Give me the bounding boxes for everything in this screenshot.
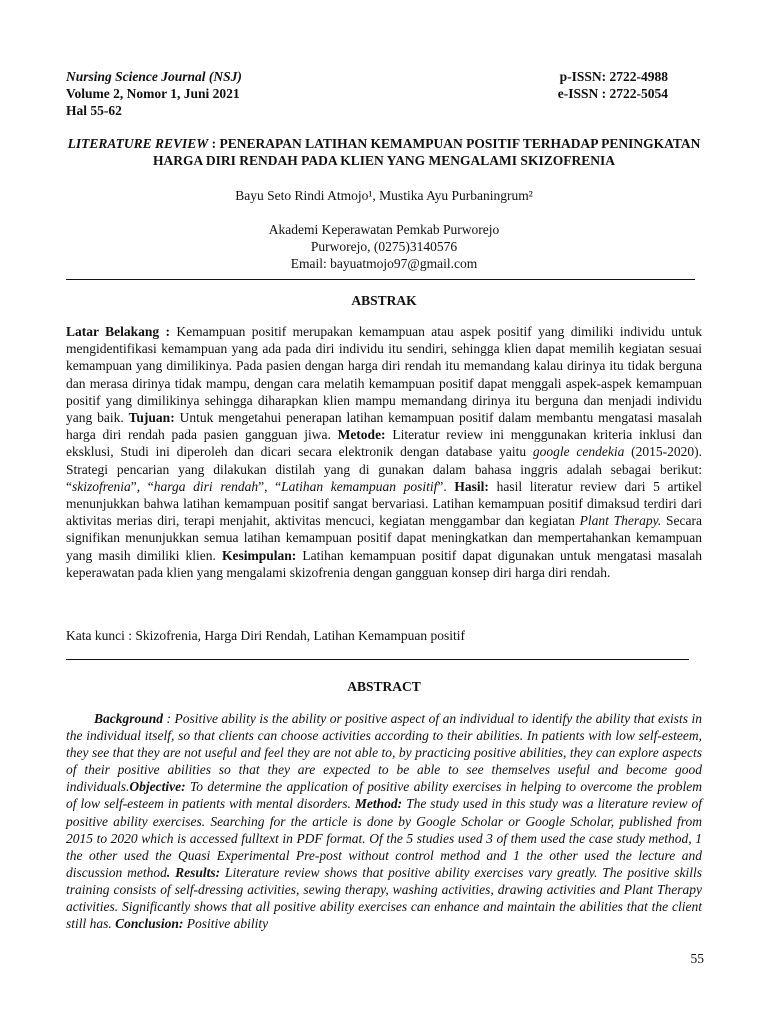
affiliation: Akademi Keperawatan Pemkab Purworejo — [268, 222, 500, 237]
title-prefix: LITERATURE REVIEW — [67, 136, 209, 151]
page-number: 55 — [690, 951, 704, 966]
header-row-3 — [66, 102, 668, 119]
metode-database: google cendekia — [532, 444, 625, 460]
volume-info: Volume 2, Nomor 1, Juni 2021 — [66, 86, 240, 101]
hasil-text: hasil literatur review dari 5 artikel menunjukkan bahwa latihan kemampuan positif sangat bervariasi. Latihan kemampuan positif dimaksud terdiri dari aktivitas merias diri, terapi menjahit, aktivitas mencuci, kegiatan menggambar dan kegiatan — [66, 478, 703, 529]
background-label: Background — [94, 711, 164, 726]
method-text: The study used in this study was a literature review of positive ability exercises. Searching for the article is done by Google Scholar or Google Scholar, published from 2015 to 2020 which is accessed fulltext in PDF format. Of the 5 studies used 3 of them used the case study method, 1 the other used the Quasi Experimental Pre-post without control method and 1 the other used the lecture and discussion method — [66, 796, 702, 880]
conclusion-text: Positive ability — [183, 916, 269, 932]
metode-label: Metode: — [337, 427, 386, 443]
latar-text: Kemampuan positif merupakan kemampuan atau aspek positif yang dimiliki individu untuk mengidentifikasi kemampuan yang ada pada diri individu itu sendiri, sehingga klien dapat memilih kegiatan sesuai kemampuan yang dimilikinya. Pada pasien dengan harga diri rendah itu memandang kalau dirinya itu tidak berguna dan merasa dirinya tidak mampu, dengan cara melatih kemampuan positif dapat menggali aspek-aspek kemampuan positif yang dimilikinya sehingga diharapkan klien mampu memandang dirinya itu berguna dan menjadi individu yang baik. — [66, 324, 702, 426]
eissn: e-ISSN : 2722-5054 — [557, 86, 668, 101]
metode-text: Literatur review ini menggunakan kriteria inklusi dan eksklusi, Studi ini diperoleh dan dicari secara elektronik dengan database yaitu — [66, 427, 703, 460]
journal-name: Nursing Science Journal (NSJ) — [66, 69, 242, 84]
abstrak-body — [66, 323, 702, 581]
page-range: Hal 55-62 — [66, 103, 122, 118]
tujuan-label: Tujuan: — [128, 410, 175, 426]
background-text: : Positive ability is the ability or positive aspect of an individual to identify the ability that exists in the individual itself, so that clients can choose activities according to their abilities. In patients with low self-esteem, they see that they are not useful and feel they are not able to, by practicing positive abilities, they can explore aspects of their positive abilities so that they are expected to be able to see themselves useful and become good individuals. — [66, 711, 702, 795]
kesimpulan-label: Kesimpulan: — [222, 547, 297, 563]
hasil-text-2: Secara signifikan menunjukkan semua latihan kemampuan positif dapat meningkatkan dan mempertahankan kemampuan yang masih dimiliki klien. — [66, 513, 702, 563]
header-row-1 — [66, 68, 668, 85]
header-row-2 — [66, 85, 668, 102]
results-label: . Results: — [166, 864, 221, 880]
title-rest: : PENERAPAN LATIHAN KEMAMPUAN POSITIF TERHADAP PENINGKATAN HARGA DIRI RENDAH PADA KLIEN YANG MENGALAMI SKIZOFRENIA — [153, 136, 701, 168]
separator: ”, “ — [130, 478, 154, 494]
abstrak-heading: ABSTRAK — [351, 293, 417, 308]
keyword-3: Latihan kemampuan positif — [281, 478, 438, 494]
paper-title — [66, 135, 702, 169]
objective-text: To determine the application of positive ability exercises in helping to overcome the problem of low self-esteem in patients with mental disorders. — [66, 779, 702, 812]
abstract-heading: ABSTRACT — [347, 679, 421, 694]
separator: ”, “ — [258, 478, 282, 494]
kesimpulan-text: Latihan kemampuan positif dapat digunakan untuk mengatasi masalah keperawatan pada klien yang mengalami skizofrenia dengan gangguan konsep diri harga diri rendah. — [66, 547, 702, 580]
tujuan-text: Untuk mengetahui penerapan latihan kemampuan positif dalam membantu mengatasi masalah harga diri rendah pada pasien gangguan jiwa. — [66, 410, 702, 443]
metode-text-2: (2015-2020). Strategi pencarian yang dilakukan distilah yang di gunakan dalam bahasa inggris adalah sebagai berikut: “ — [66, 444, 702, 494]
divider-top — [66, 279, 695, 280]
address: Purworejo, (0275)3140576 — [310, 239, 458, 254]
conclusion-label: Conclusion: — [115, 916, 184, 932]
keyword-2: harga diri rendah — [153, 478, 259, 494]
objective-label: Objective: — [129, 779, 186, 795]
kata-kunci: Kata kunci : Skizofrenia, Harga Diri Rendah, Latihan Kemampuan positif — [66, 628, 466, 643]
latar-label: Latar Belakang : — [66, 324, 170, 339]
divider-middle — [66, 659, 689, 660]
results-text: Literature review shows that positive ability exercises vary greatly. The positive skills training consists of self-dressing activities, sewing therapy, washing activities, drawing activities and Plant Therapy activities. Significantly shows that all positive ability exercises can enhance and maintain the abilities that the client still has. — [66, 864, 702, 932]
keyword-1: skizofrenia — [72, 478, 131, 494]
email: Email: bayuatmojo97@gmail.com — [290, 256, 478, 271]
separator: ”. — [437, 478, 455, 494]
hasil-plant-therapy: Plant Therapy. — [579, 513, 662, 529]
pissn: p-ISSN: 2722-4988 — [559, 69, 668, 84]
authors: Bayu Seto Rindi Atmojo¹, Mustika Ayu Purbaningrum² — [235, 188, 533, 203]
hasil-label: Hasil: — [454, 478, 489, 494]
abstract-body — [66, 710, 702, 932]
method-label: Method: — [354, 796, 403, 812]
